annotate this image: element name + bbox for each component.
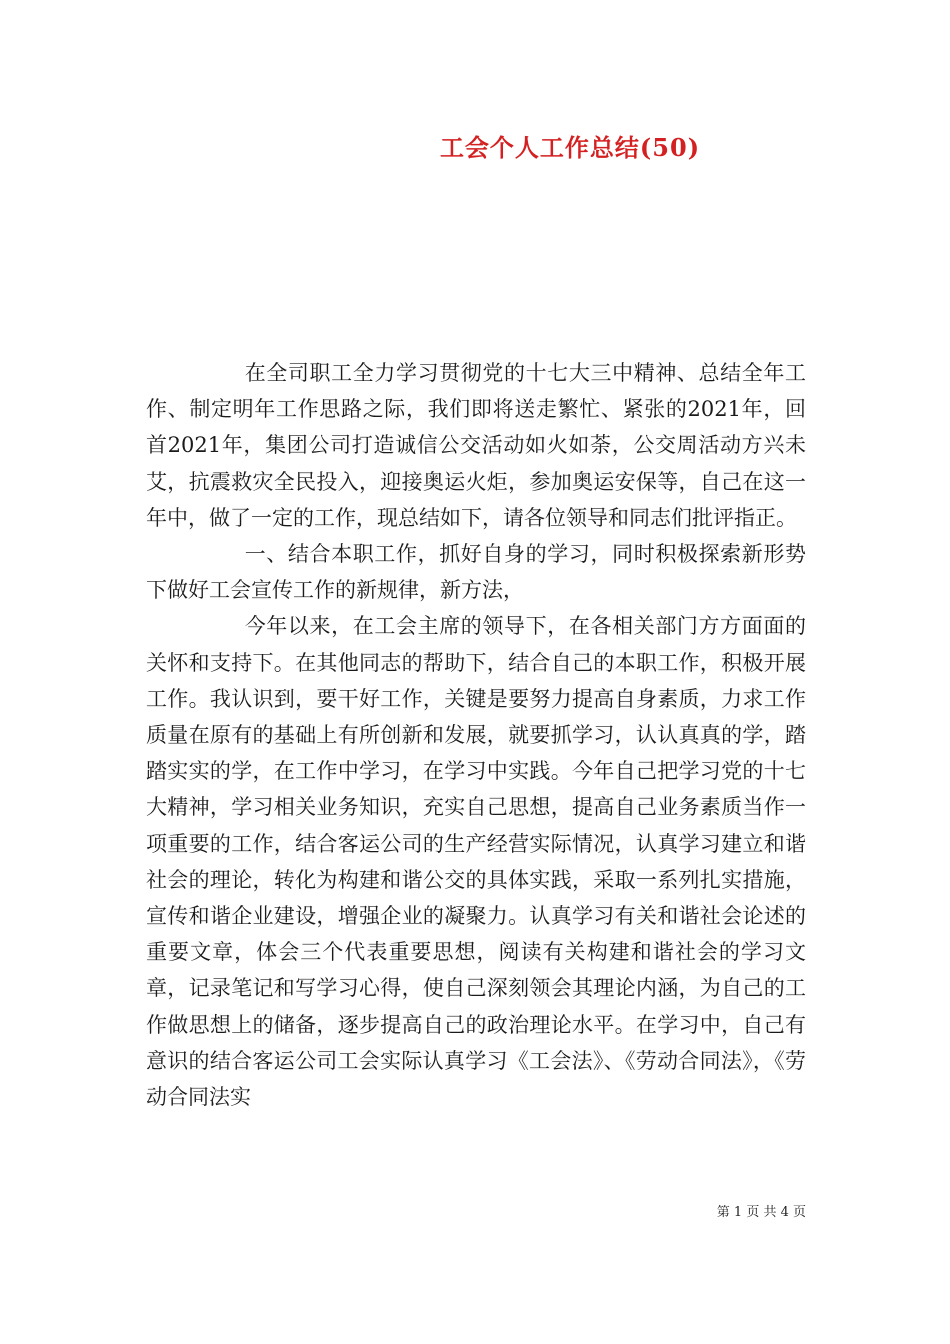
paragraph-section-heading: 一、结合本职工作，抓好自身的学习，同时积极探索新形势下做好工会宣传工作的新规律，新方法， (146, 542, 806, 603)
document-title: 工会个人工作总结(50) (439, 133, 701, 162)
document-body (146, 355, 806, 1115)
page-number-footer: 第 1 页 共 4 页 (716, 1205, 806, 1220)
paragraph-intro: 在全司职工全力学习贯彻党的十七大三中精神、总结全年工作、制定明年工作思路之际，我们即将送走繁忙、紧张的2021年，回首2021年，集团公司打造诚信公交活动如火如荼，公交周活动方兴未艾，抗震救灾全民投入，迎接奥运火炬，参加奥运安保等，自己在这一年中，做了一定的工作，现总结如下，请各位领导和同志们批评指正。 (146, 361, 806, 530)
paragraph-study: 今年以来，在工会主席的领导下，在各相关部门方方面面的关怀和支持下。在其他同志的帮助下，结合自己的本职工作，积极开展工作。我认识到，要干好工作，关键是要努力提高自身素质，力求工作质量在原有的基础上有所创新和发展，就要抓学习，认认真真的学，踏踏实实的学，在工作中学习，在学习中实践。今年自己把学习党的十七大精神，学习相关业务知识，充实自己思想，提高自己业务素质当作一项重要的工作，结合客运公司的生产经营实际情况，认真学习建立和谐社会的理论，转化为构建和谐公交的具体实践，采取一系列扎实措施，宣传和谐企业建设，增强企业的凝聚力。认真学习有关和谐社会论述的重要文章，体会三个代表重要思想，阅读有关构建和谐社会的学习文章，记录笔记和写学习心得，使自己深刻领会其理论内涵，为自己的工作做思想上的储备，逐步提高自己的政治理论水平。在学习中，自己有意识的结合客运公司工会实际认真学习《工会法》、《劳动合同法》，《劳动合同法实 (146, 614, 806, 1110)
